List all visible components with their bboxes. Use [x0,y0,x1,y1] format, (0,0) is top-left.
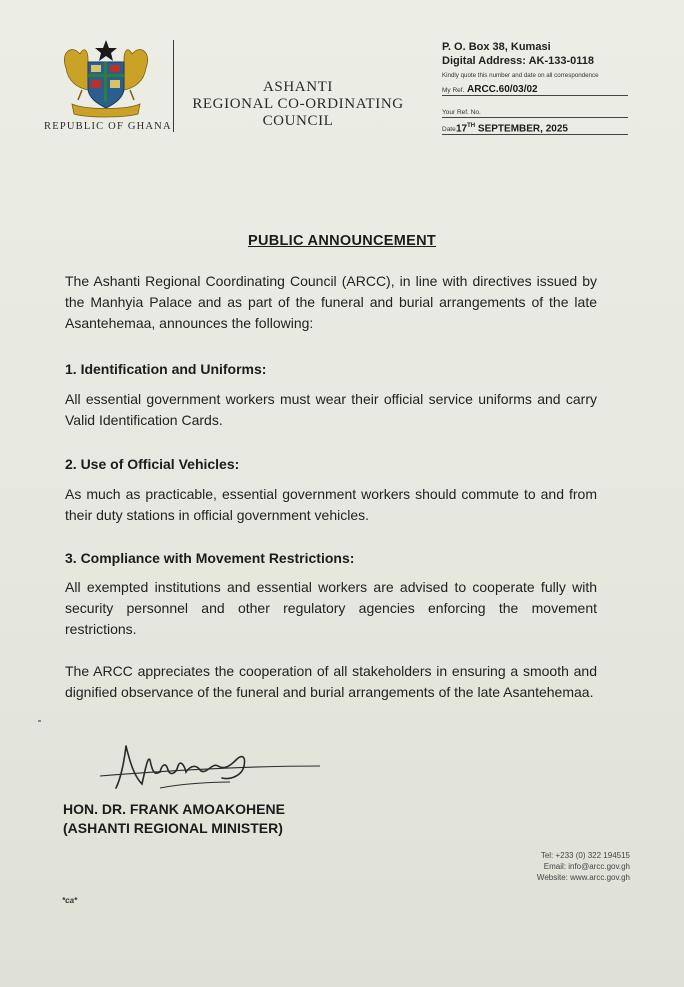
item-body: All exempted institutions and essential workers are advised to cooperate fully with security personnel and other regulatory agencies enforcing the movement restrictions. [65,579,597,637]
my-ref-row [442,83,628,96]
contact-block [500,850,630,883]
digital-address: Digital Address: AK-133-0118 [442,55,595,67]
ghana-coat-of-arms-icon [58,38,154,120]
council-name-line: COUNCIL [262,113,334,129]
contact-website: Website: www.arcc.gov.gh [536,873,630,882]
my-ref-label: My Ref. [442,87,465,94]
item-heading: 3. Compliance with Movement Restrictions: [65,550,355,566]
quote-note: Kindly quote this number and date on all correspondence [442,72,599,79]
postal-address [442,40,594,68]
council-name-line: REGIONAL CO-ORDINATING [192,96,404,112]
date-suffix: TH [467,122,476,129]
signature-icon [90,736,322,800]
document-title: PUBLIC ANNOUNCEMENT [247,233,437,249]
paper-speck [38,720,41,722]
signatory-title: (ASHANTI REGIONAL MINISTER) [63,820,283,836]
your-ref-row [442,105,628,118]
contact-tel: Tel: +233 (0) 322 194515 [540,851,630,860]
item-heading: 1. Identification and Uniforms: [65,361,267,377]
contact-email: Email: info@arcc.gov.gh [543,862,630,871]
country-name: REPUBLIC OF GHANA [44,121,172,132]
closing-paragraph: The ARCC appreciates the cooperation of all stakeholders in ensuring a smooth and dignified observance of the funeral and burial arrangements of the late Asantehemaa. [65,663,597,700]
date-label: Date [442,126,456,133]
date-row [442,122,628,135]
council-name [180,79,416,130]
signatory-block [63,800,285,838]
item-body: All essential government workers must wear their official service uniforms and carry Valid Identification Cards. [65,391,597,428]
signatory-name: HON. DR. FRANK AMOAKOHENE [63,801,285,817]
date-day: 17 [456,123,468,134]
intro-paragraph: The Ashanti Regional Coordinating Council (ARCC), in line with directives issued by the Manhyia Palace and as part of the funeral and burial arrangements of the late Asantehemaa, announces the following: [65,273,597,331]
po-box: P. O. Box 38, Kumasi [442,41,551,53]
your-ref-label: Your Ref. No. [442,109,481,116]
my-ref-value: ARCC.60/03/02 [467,84,538,95]
council-name-line: ASHANTI [262,79,334,95]
typist-initials: *ca* [62,896,78,905]
item-heading: 2. Use of Official Vehicles: [65,456,240,472]
letterhead-divider [173,40,174,132]
date-rest: SEPTEMBER, 2025 [475,123,568,134]
item-body: As much as practicable, essential government workers should commute to and from their duty stations in official government vehicles. [65,486,597,523]
date-value [456,123,568,134]
